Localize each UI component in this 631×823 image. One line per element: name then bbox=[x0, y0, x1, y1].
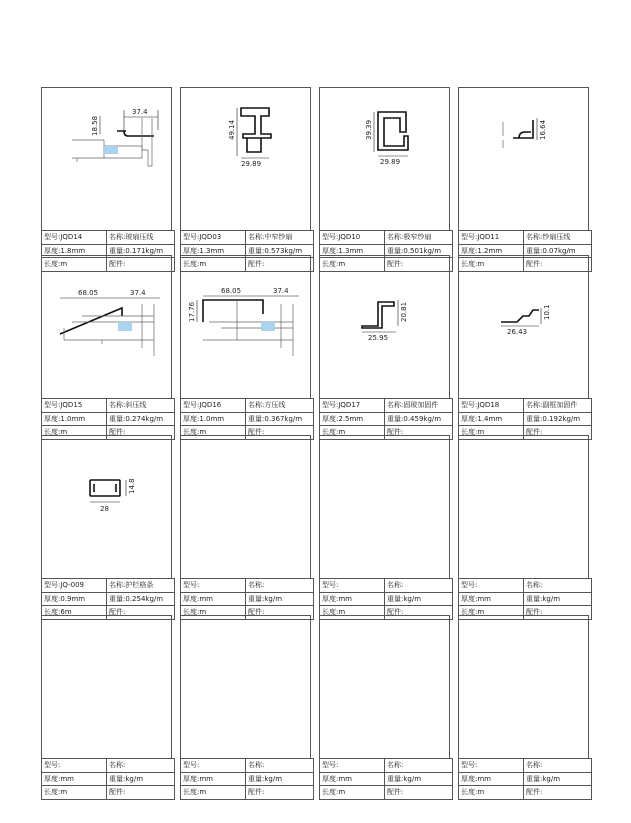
thickness-value: mm bbox=[338, 594, 352, 603]
profile-drawing bbox=[180, 435, 311, 578]
thickness-value: 1.8mm bbox=[60, 246, 86, 255]
spec-table: 型号:JQD10 名称:极窄纱扇 厚度:1.3mm 重量:0.501kg/m 长度:m 配件: bbox=[319, 230, 453, 272]
length-value: m bbox=[338, 428, 346, 437]
weight-value: 0.07kg/m bbox=[542, 246, 576, 255]
thickness-value: mm bbox=[477, 774, 491, 783]
profile-card-6 bbox=[180, 255, 311, 439]
length-value: 6m bbox=[60, 608, 72, 617]
dim-left-width: 68.05 bbox=[221, 287, 242, 295]
dim-width: 37.4 bbox=[132, 108, 148, 116]
length-value: m bbox=[338, 788, 346, 797]
weight-value: 0.459kg/m bbox=[403, 414, 442, 423]
profile-card-9 bbox=[41, 435, 172, 619]
dim-height: 16.64 bbox=[539, 119, 547, 140]
profile-jqd10-diagram bbox=[320, 88, 449, 230]
spec-table: 型号: 名称: 厚度:mm 重量:kg/m 长度:m 配件: bbox=[319, 758, 453, 800]
spec-table: 型号: 名称: 厚度:mm 重量:kg/m 长度:m 配件: bbox=[180, 758, 314, 800]
length-value: m bbox=[477, 788, 485, 797]
name-value: 副框加固件 bbox=[542, 401, 578, 410]
model-value: JQD14 bbox=[60, 233, 83, 242]
name-value: 中窄纱扇 bbox=[264, 233, 293, 242]
profile-drawing bbox=[41, 255, 172, 398]
length-value: m bbox=[338, 608, 346, 617]
spec-table: 型号:JQD03 名称:中窄纱扇 厚度:1.3mm 重量:0.573kg/m 长度:m 配件: bbox=[180, 230, 314, 272]
weight-value: kg/m bbox=[125, 774, 144, 783]
weight-value: 0.254kg/m bbox=[125, 594, 164, 603]
profile-drawing bbox=[180, 615, 311, 758]
profile-card-11 bbox=[319, 435, 450, 619]
length-value: m bbox=[199, 428, 207, 437]
weight-value: kg/m bbox=[542, 774, 561, 783]
name-value: 斜压线 bbox=[125, 401, 147, 410]
thickness-value: mm bbox=[60, 774, 74, 783]
length-value: m bbox=[338, 260, 346, 269]
thickness-value: mm bbox=[338, 774, 352, 783]
dim-height: 14.8 bbox=[128, 478, 136, 494]
spec-table: 型号:JQD11 名称:纱扇压线 厚度:1.2mm 重量:0.07kg/m 长度:m 配件: bbox=[458, 230, 592, 272]
dim-width: 25.95 bbox=[368, 334, 389, 342]
dim-height: 49.14 bbox=[228, 119, 236, 140]
weight-value: 0.192kg/m bbox=[542, 414, 581, 423]
thickness-value: mm bbox=[477, 594, 491, 603]
weight-value: 0.501kg/m bbox=[403, 246, 442, 255]
thickness-value: 2.5mm bbox=[338, 414, 364, 423]
length-value: m bbox=[199, 788, 207, 797]
length-value: m bbox=[199, 260, 207, 269]
length-value: m bbox=[477, 608, 485, 617]
profile-jqd15-diagram bbox=[42, 256, 171, 398]
profile-drawing bbox=[319, 87, 450, 230]
dim-right-width: 37.4 bbox=[130, 289, 146, 297]
weight-value: 0.274kg/m bbox=[125, 414, 164, 423]
length-value: m bbox=[60, 428, 68, 437]
name-value: 玻扇压线 bbox=[125, 233, 154, 242]
weight-value: kg/m bbox=[264, 774, 283, 783]
profile-jqd14-diagram bbox=[42, 88, 171, 230]
profile-card-7 bbox=[319, 255, 450, 439]
dim-width: 28 bbox=[100, 505, 109, 513]
profile-jqd18-diagram bbox=[459, 256, 588, 398]
length-value: m bbox=[477, 428, 485, 437]
profile-drawing bbox=[180, 255, 311, 398]
dim-height: 39.39 bbox=[365, 119, 373, 140]
dim-width: 29.89 bbox=[241, 160, 262, 168]
thickness-value: 1.4mm bbox=[477, 414, 503, 423]
thickness-value: 0.9mm bbox=[60, 594, 86, 603]
spec-table: 型号:JQD16 名称:方压线 厚度:1.0mm 重量:0.367kg/m 长度:m 配件: bbox=[180, 398, 314, 440]
spec-table: 型号: 名称: 厚度:mm 重量:kg/m 长度:m 配件: bbox=[458, 578, 592, 620]
dim-height: 17.76 bbox=[188, 301, 196, 322]
spec-table: 型号:JQD15 名称:斜压线 厚度:1.0mm 重量:0.274kg/m 长度:m 配件: bbox=[41, 398, 175, 440]
thickness-value: mm bbox=[199, 594, 213, 603]
dim-width: 29.89 bbox=[380, 158, 401, 166]
model-value: JQD03 bbox=[199, 233, 222, 242]
thickness-value: 1.0mm bbox=[60, 414, 86, 423]
model-value: JQ-009 bbox=[60, 581, 85, 590]
profile-card-16 bbox=[458, 615, 589, 799]
model-value: JQD15 bbox=[60, 401, 83, 410]
name-value: 固玻加固件 bbox=[403, 401, 439, 410]
profile-jq009-diagram bbox=[42, 436, 171, 578]
name-value: 极窄纱扇 bbox=[403, 233, 432, 242]
profile-drawing bbox=[41, 615, 172, 758]
weight-value: kg/m bbox=[403, 594, 422, 603]
profile-card-15 bbox=[319, 615, 450, 799]
profile-card-13 bbox=[41, 615, 172, 799]
model-value: JQD18 bbox=[477, 401, 500, 410]
spec-table: 型号: 名称: 厚度:mm 重量:kg/m 长度:m 配件: bbox=[458, 758, 592, 800]
name-value: 方压线 bbox=[264, 401, 286, 410]
profile-jqd16-diagram bbox=[181, 256, 310, 398]
weight-value: 0.171kg/m bbox=[125, 246, 164, 255]
spec-table: 型号:JQ-009 名称:护栏格条 厚度:0.9mm 重量:0.254kg/m 长度:6m 配件: bbox=[41, 578, 175, 620]
thickness-value: 1.3mm bbox=[338, 246, 364, 255]
profile-jqd03-diagram bbox=[181, 88, 310, 230]
profile-drawing bbox=[41, 435, 172, 578]
profile-drawing bbox=[458, 255, 589, 398]
profile-card-12 bbox=[458, 435, 589, 619]
profile-card-3 bbox=[319, 87, 450, 271]
profile-drawing bbox=[319, 435, 450, 578]
spec-table: 型号:JQD17 名称:固玻加固件 厚度:2.5mm 重量:0.459kg/m 长度:m 配件: bbox=[319, 398, 453, 440]
length-value: m bbox=[60, 788, 68, 797]
dim-height: 10.1 bbox=[543, 304, 551, 320]
thickness-value: mm bbox=[199, 774, 213, 783]
weight-value: kg/m bbox=[403, 774, 422, 783]
profile-card-5 bbox=[41, 255, 172, 439]
profile-drawing bbox=[319, 255, 450, 398]
length-value: m bbox=[477, 260, 485, 269]
model-value: JQD10 bbox=[338, 233, 361, 242]
spec-table: 型号:JQD14 名称:玻扇压线 厚度:1.8mm 重量:0.171kg/m 长度:m 配件: bbox=[41, 230, 175, 272]
dim-width: 26.43 bbox=[507, 328, 528, 336]
profile-card-14 bbox=[180, 615, 311, 799]
spec-table: 型号: 名称: 厚度:mm 重量:kg/m 长度:m 配件: bbox=[319, 578, 453, 620]
dim-right-width: 37.4 bbox=[273, 287, 289, 295]
length-value: m bbox=[60, 260, 68, 269]
model-value: JQD17 bbox=[338, 401, 361, 410]
length-value: m bbox=[199, 608, 207, 617]
name-value: 纱扇压线 bbox=[542, 233, 571, 242]
profile-card-8 bbox=[458, 255, 589, 439]
dim-height: 20.81 bbox=[400, 301, 408, 322]
dim-left-width: 68.05 bbox=[78, 289, 99, 297]
spec-table: 型号: 名称: 厚度:mm 重量:kg/m 长度:m 配件: bbox=[41, 758, 175, 800]
dim-height: 18.58 bbox=[91, 115, 99, 136]
spec-table: 型号:JQD18 名称:副框加固件 厚度:1.4mm 重量:0.192kg/m 长度:m 配件: bbox=[458, 398, 592, 440]
profile-jqd11-diagram bbox=[459, 88, 588, 230]
model-value: JQD16 bbox=[199, 401, 222, 410]
weight-value: 0.367kg/m bbox=[264, 414, 303, 423]
thickness-value: 1.2mm bbox=[477, 246, 503, 255]
weight-value: kg/m bbox=[542, 594, 561, 603]
profile-card-4 bbox=[458, 87, 589, 271]
profile-jqd17-diagram bbox=[320, 256, 449, 398]
profile-drawing bbox=[319, 615, 450, 758]
profile-card-1 bbox=[41, 87, 172, 271]
model-value: JQD11 bbox=[477, 233, 500, 242]
profile-card-2 bbox=[180, 87, 311, 271]
profile-drawing bbox=[41, 87, 172, 230]
spec-table: 型号: 名称: 厚度:mm 重量:kg/m 长度:m 配件: bbox=[180, 578, 314, 620]
profile-drawing bbox=[458, 435, 589, 578]
profile-card-10 bbox=[180, 435, 311, 619]
profile-drawing bbox=[458, 87, 589, 230]
name-value: 护栏格条 bbox=[125, 581, 154, 590]
profile-drawing bbox=[458, 615, 589, 758]
weight-value: 0.573kg/m bbox=[264, 246, 303, 255]
weight-value: kg/m bbox=[264, 594, 283, 603]
profile-drawing bbox=[180, 87, 311, 230]
thickness-value: 1.0mm bbox=[199, 414, 225, 423]
thickness-value: 1.3mm bbox=[199, 246, 225, 255]
